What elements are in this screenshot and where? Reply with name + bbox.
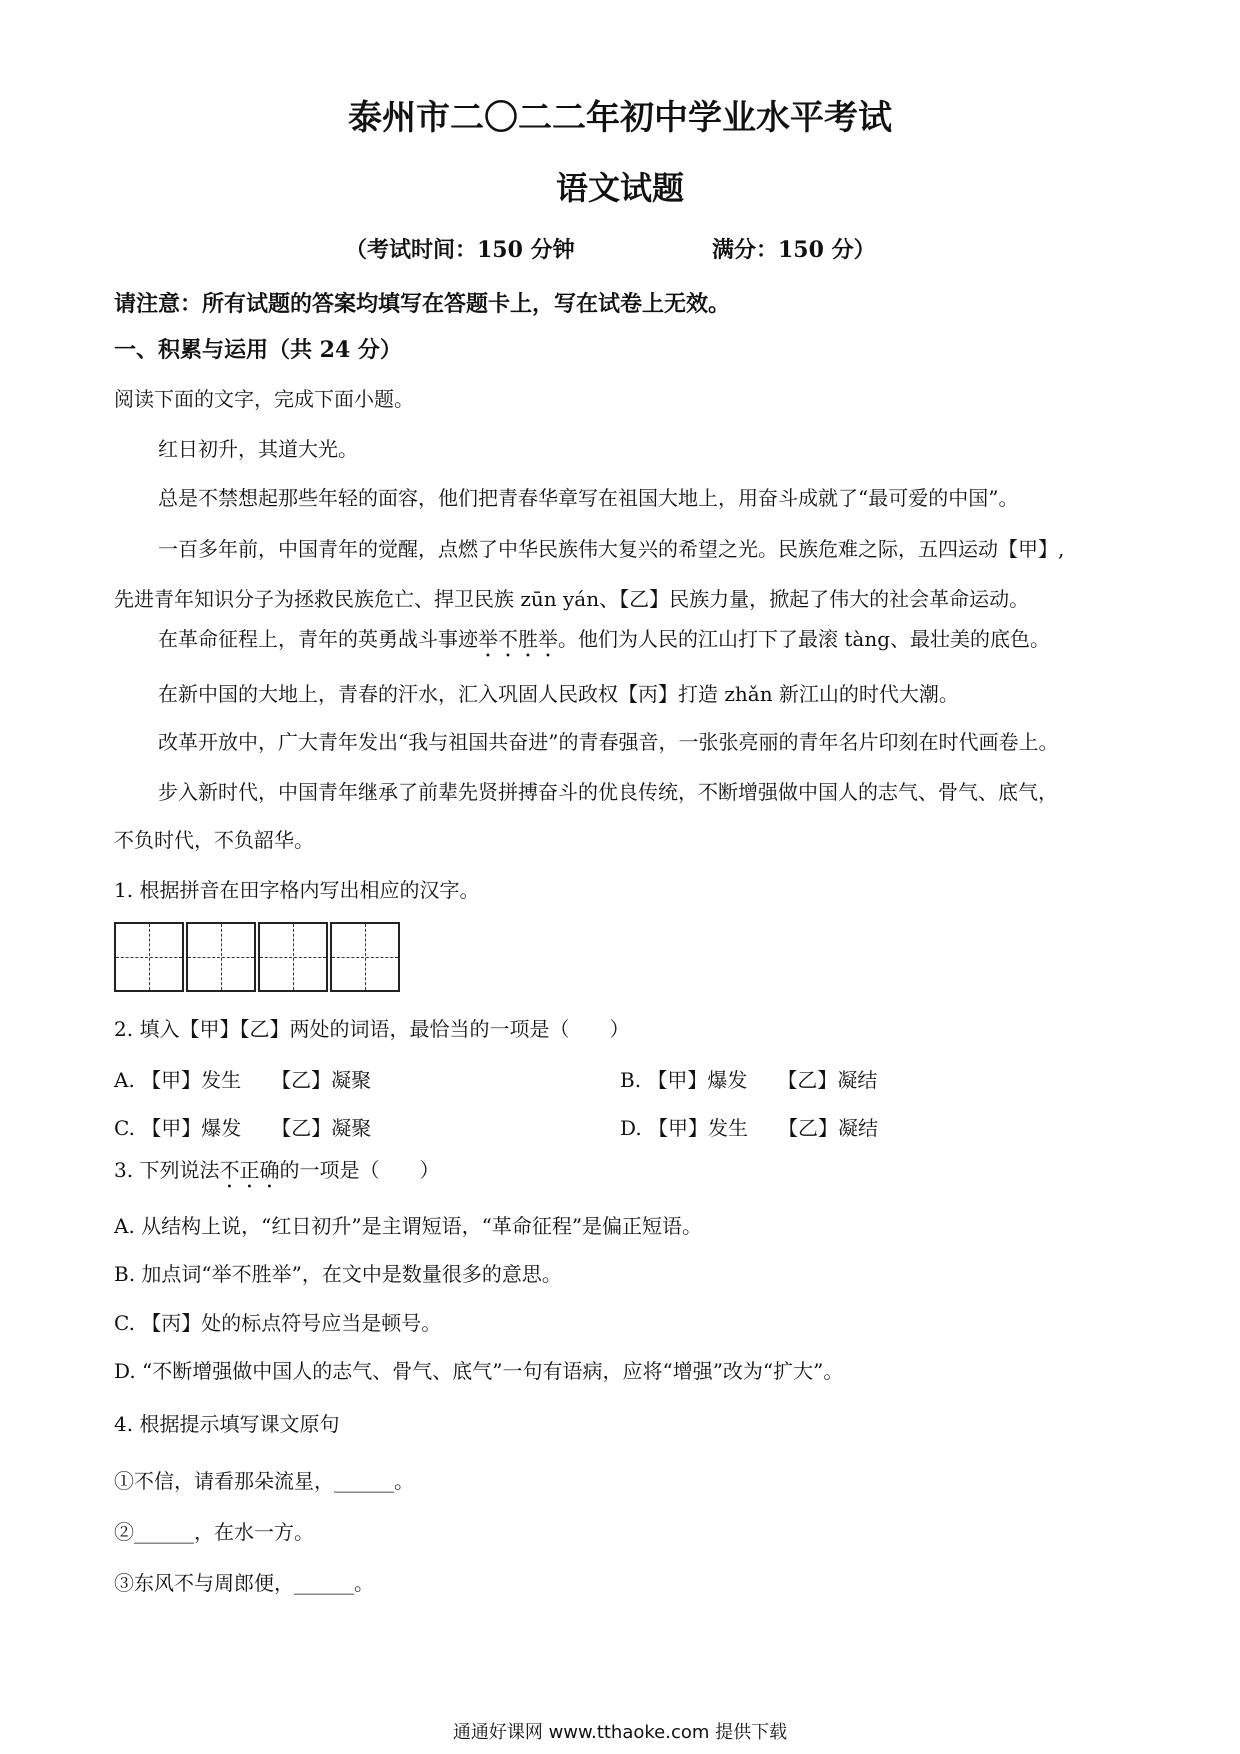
dotted-word: 举不胜举 — [478, 627, 558, 651]
exam-score: 满分：150 分） — [712, 237, 876, 263]
passage-paragraph: 红日初升，其道大光。 — [158, 437, 358, 461]
exam-subtitle: 语文试题 — [555, 169, 684, 207]
passage-intro: 阅读下面的文字，完成下面小题。 — [114, 387, 414, 411]
question-3 — [114, 1156, 439, 1193]
passage-paragraph: 改革开放中，广大青年发出“我与祖国共奋进”的青春强音，一张张亮丽的青年名片印刻在时代画卷上。 — [158, 730, 1059, 754]
notice-text: 请注意：所有试题的答案均填写在答题卡上，写在试卷上无效。 — [114, 291, 731, 317]
passage-text: 在革命征程上，青年的英勇战斗事迹 — [158, 627, 478, 651]
question-1: 1. 根据拼音在田字格内写出相应的汉字。 — [114, 878, 480, 902]
passage-paragraph — [158, 625, 1050, 662]
tianzige-cell[interactable] — [114, 922, 184, 992]
tianzige-cell[interactable] — [186, 922, 256, 992]
dotted-word: 不正确 — [219, 1158, 280, 1182]
tianzige-grid — [114, 922, 400, 992]
passage-paragraph: 步入新时代，中国青年继承了前辈先贤拼搏奋斗的优良传统，不断增强做中国人的志气、骨气、底气， — [158, 780, 1058, 804]
fill-item-1: ①不信，请看那朵流星，______。 — [114, 1469, 414, 1493]
tianzige-cell[interactable] — [330, 922, 400, 992]
option-d: D. 【甲】发生 【乙】凝结 — [620, 1116, 879, 1140]
passage-paragraph: 不负时代，不负韶华。 — [114, 828, 314, 852]
passage-paragraph: 在新中国的大地上，青春的汗水，汇入巩固人民政权【丙】打造 zhǎn 新江山的时代大潮。 — [158, 682, 959, 706]
section-heading: 一、积累与运用（共 24 分） — [114, 337, 402, 363]
passage-paragraph: 先进青年知识分子为拯救民族危亡、捍卫民族 zūn yán、【乙】民族力量，掀起了伟大的社会革命运动。 — [114, 587, 1030, 611]
question-2: 2. 填入【甲】【乙】两处的词语，最恰当的一项是（ ） — [114, 1017, 630, 1041]
fill-item-2: ②______，在水一方。 — [114, 1520, 314, 1544]
option-b: B. 【甲】爆发 【乙】凝结 — [620, 1068, 878, 1092]
question-text: 3. 下列说法 — [114, 1158, 220, 1182]
exam-time: （考试时间：150 分钟 — [345, 237, 575, 263]
option-a: A. 从结构上说，“红日初升”是主谓短语，“革命征程”是偏正短语。 — [114, 1214, 703, 1238]
tianzige-cell[interactable] — [258, 922, 328, 992]
footer-credit: 通通好课网 www.tthaoke.com 提供下载 — [452, 1722, 788, 1743]
option-a: A. 【甲】发生 【乙】凝聚 — [114, 1068, 372, 1092]
passage-paragraph: 总是不禁想起那些年轻的面容，他们把青春华章写在祖国大地上，用奋斗成就了“最可爱的中国”。 — [158, 486, 1019, 510]
passage-paragraph: 一百多年前，中国青年的觉醒，点燃了中华民族伟大复兴的希望之光。民族危难之际，五四运动【甲】, — [158, 537, 1065, 561]
passage-text: 。他们为人民的江山打下了最滚 tàng、最壮美的底色。 — [558, 627, 1051, 651]
question-text: 的一项是（ ） — [279, 1158, 440, 1182]
option-c: C. 【甲】爆发 【乙】凝聚 — [114, 1116, 372, 1140]
fill-item-3: ③东风不与周郎便，______。 — [114, 1571, 374, 1595]
option-b: B. 加点词“举不胜举”，在文中是数量很多的意思。 — [114, 1262, 562, 1286]
option-c: C. 【丙】处的标点符号应当是顿号。 — [114, 1311, 442, 1335]
exam-title: 泰州市二〇二二年初中学业水平考试 — [348, 98, 892, 138]
question-4: 4. 根据提示填写课文原句 — [114, 1412, 340, 1436]
option-d: D. “不断增强做中国人的志气、骨气、底气”一句有语病，应将“增强”改为“扩大”。 — [114, 1359, 844, 1383]
